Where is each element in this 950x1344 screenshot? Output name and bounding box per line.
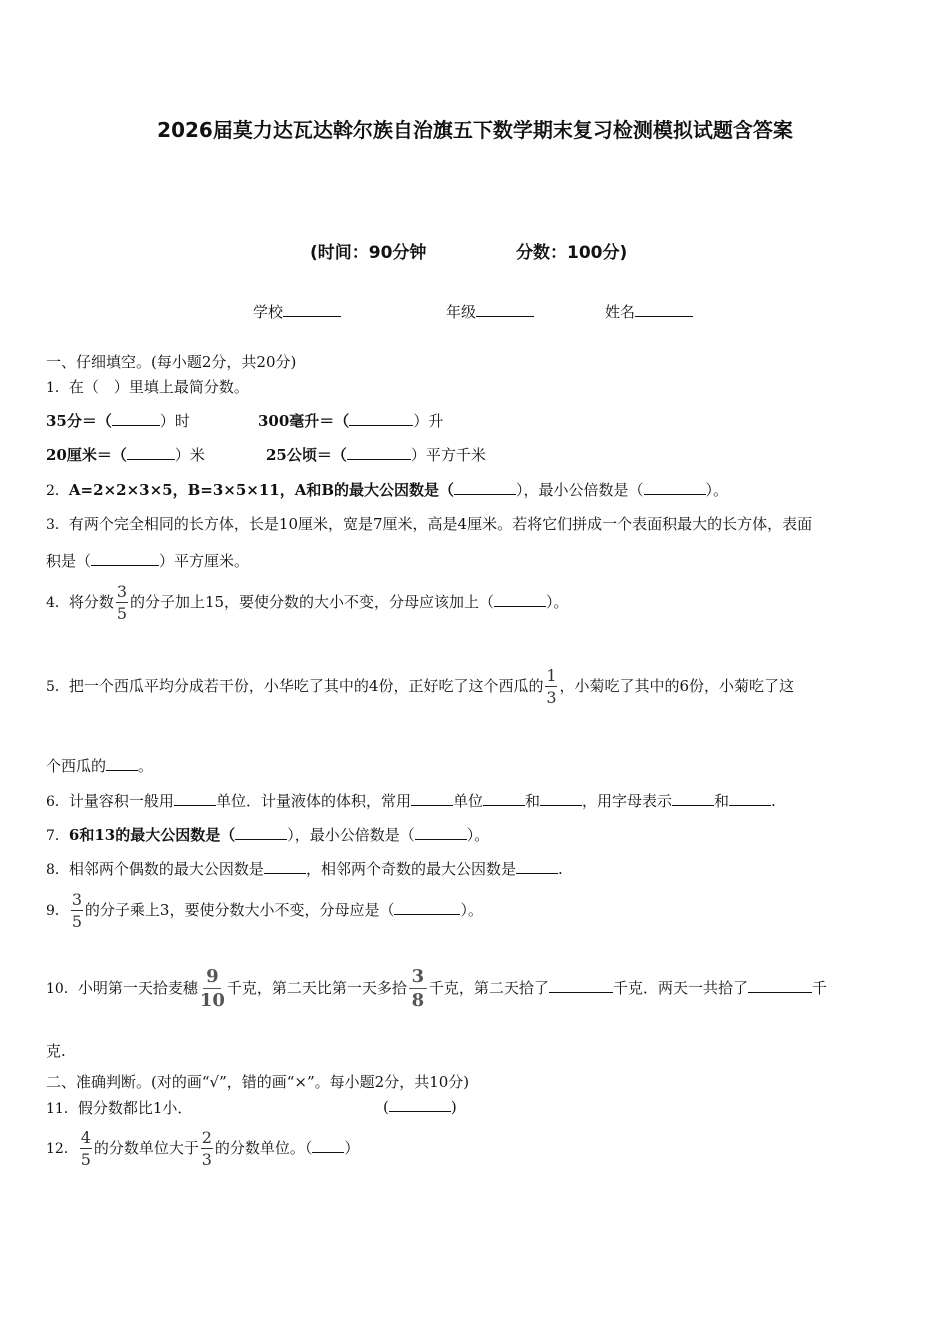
answer-blank[interactable] [672, 791, 714, 806]
question-1-row-1a: 35分＝（ ）时 [46, 412, 190, 430]
question-11: 11．假分数都比1小． [46, 1099, 193, 1117]
question-1-row-1b: 300毫升＝（ ）升 [258, 412, 444, 430]
question-6: 6．计量容积一般用 单位．计量液体的体积，常用 单位 和 ，用字母表示 和 . [46, 792, 776, 810]
question-1-row-2b: 25公顷＝（ ）平方千米 [266, 446, 486, 464]
question-10-cont: 克. [46, 1042, 66, 1060]
answer-blank[interactable] [483, 791, 525, 806]
answer-blank[interactable] [494, 592, 546, 607]
answer-blank[interactable] [127, 445, 175, 460]
question-2: 2．A=2×2×3×5，B=3×5×11，A和B的最大公因数是（ ），最小公倍数是（ ）。 [46, 481, 729, 499]
answer-blank[interactable] [748, 978, 812, 993]
fraction: $\frac{9}{10}$ [199, 966, 225, 1011]
answer-blank[interactable] [540, 791, 582, 806]
school-label: 学校 [253, 303, 284, 321]
question-5: 5．把一个西瓜平均分成若干份，小华吃了其中的4份，正好吃了这个西瓜的 $\frac{1}{3}$ ，小菊吃了其中的6份，小菊吃了这 [46, 666, 795, 707]
question-9: 9． $\frac{3}{5}$ 的分子乘上3，要使分数大小不变，分母应是（ ）。 [46, 890, 483, 931]
answer-blank[interactable] [264, 859, 306, 874]
question-1-row-2a: 20厘米＝（ ）米 [46, 446, 205, 464]
fraction: $\frac{3}{5}$ [71, 890, 83, 931]
section-2-heading: 二、准确判断。(对的画“√”，错的画“×”。每小题2分，共10分) [46, 1073, 470, 1091]
exam-time: (时间：90分钟 [310, 243, 427, 263]
page-title: 2026届莫力达瓦达斡尔族自治旗五下数学期末复习检测模拟试题含答案 [157, 118, 793, 142]
grade-label: 年级 [446, 303, 477, 321]
answer-blank[interactable] [389, 1097, 451, 1112]
fraction: $\frac{1}{3}$ [546, 666, 557, 707]
answer-blank[interactable] [394, 900, 460, 915]
answer-blank[interactable] [112, 411, 160, 426]
answer-blank[interactable] [347, 445, 411, 460]
fraction: $\frac{3}{8}$ [409, 968, 427, 1010]
answer-blank[interactable] [411, 791, 453, 806]
answer-blank[interactable] [235, 825, 287, 840]
answer-blank[interactable] [312, 1138, 344, 1153]
question-4: 4．将分数 $\frac{3}{5}$ 的分子加上15，要使分数的大小不变，分母应该加上（ ）。 [46, 582, 569, 623]
question-10: 10．小明第一天拾麦穗 $\frac{9}{10}$ 千克，第二天比第一天多拾 $\frac{3}{8}$ 千克，第二天拾了 千克．两天一共拾了 千 [46, 966, 827, 1011]
question-12: 12． $\frac{4}{5}$ 的分数单位大于 $\frac{2}{3}$ 的分数单位。（ ） [46, 1128, 360, 1169]
answer-blank[interactable] [516, 859, 558, 874]
question-3-cont: 积是（ ）平方厘米。 [46, 552, 250, 570]
fraction: $\frac{3}{5}$ [116, 582, 128, 623]
name-label: 姓名 [605, 303, 636, 321]
school-field[interactable] [253, 301, 341, 322]
answer-blank[interactable] [349, 411, 413, 426]
question-7: 7．6和13的最大公因数是（ ），最小公倍数是（ ）。 [46, 826, 490, 844]
answer-blank[interactable] [729, 791, 771, 806]
question-8: 8．相邻两个偶数的最大公因数是 ，相邻两个奇数的最大公因数是 . [46, 860, 563, 878]
grade-field[interactable] [446, 301, 534, 322]
answer-blank[interactable] [174, 791, 216, 806]
answer-blank[interactable] [644, 480, 706, 495]
question-5-cont: 个西瓜的 。 [46, 757, 154, 775]
fraction: $\frac{2}{3}$ [201, 1128, 212, 1169]
answer-blank[interactable] [91, 551, 159, 566]
question-3: 3．有两个完全相同的长方体，长是10厘米，宽是7厘米，高是4厘米。若将它们拼成一个表面积最大的长方体，表面 [46, 515, 813, 533]
question-11-answer: ( ) [383, 1098, 457, 1116]
answer-blank[interactable] [454, 480, 516, 495]
exam-score: 分数：100分) [516, 243, 628, 263]
answer-blank[interactable] [549, 978, 613, 993]
section-1-heading: 一、仔细填空。(每小题2分，共20分) [46, 353, 297, 371]
answer-blank[interactable] [106, 756, 138, 771]
name-field[interactable] [605, 301, 693, 322]
answer-blank[interactable] [415, 825, 467, 840]
fraction: $\frac{4}{5}$ [80, 1128, 91, 1169]
question-1: 1．在（ ）里填上最简分数。 [46, 378, 249, 396]
